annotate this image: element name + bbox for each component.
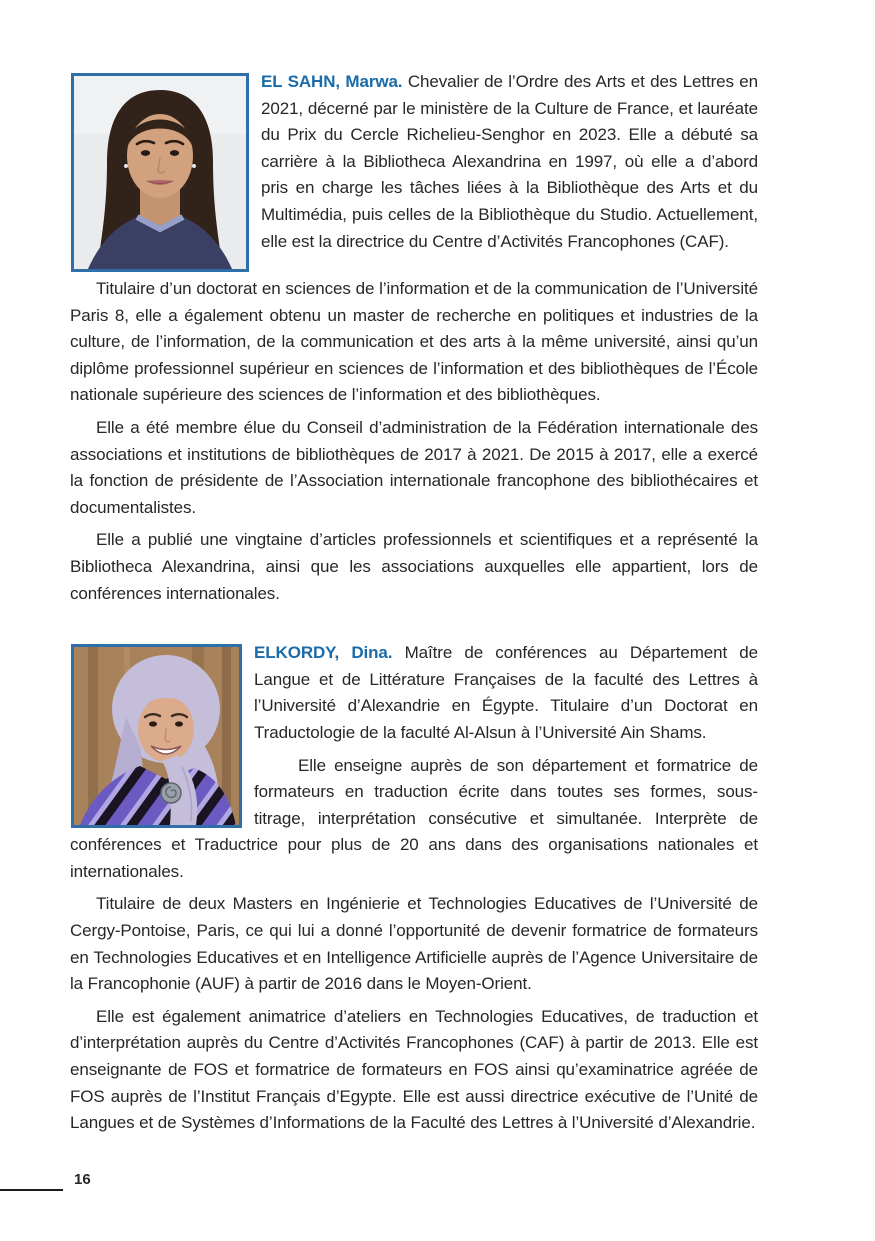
bio-paragraph: Elle a été membre élue du Conseil d’administration de la Fédération internationale des associations et institutions de bibliothèques de 2017 à 2021. De 2015 à 2017, elle a exercé la fonction de présidente de l’Association internationale francophone des bibliothécaires et documentalistes.	[70, 417, 758, 517]
portrait-marwa-illustration	[74, 76, 246, 269]
bio-paragraph: Titulaire de deux Masters en Ingénierie et Technologies Educatives de l’Université de Cergy-Pontoise, Paris, ce qui lui a donné l’opportunité de devenir formatrice de formateurs en Technologies Educatives et en Intelligence Artificielle auprès de l’Agence Universitaire de la Francophonie (AUF) à partir de 2016 dans le Moyen-Orient.	[70, 894, 758, 994]
portrait-dina-illustration	[74, 647, 239, 825]
bio-paragraph: Elle a publié une vingtaine d’articles professionnels et scientifiques et a représenté la Bibliotheca Alexandrina, ainsi que les associations auxquelles elle appartient, lors de conférences internationales.	[70, 530, 758, 603]
bio-intro-text: Chevalier de l’Ordre des Arts et des Lettres en 2021, décerné par le ministère de la Culture de France, et lauréate du Prix du Cercle Richelieu-Senghor en 2023. Elle a débuté sa carrière à la Bibliotheca Alexandrina en 1997, où elle a d’abord pris en charge les tâches liées à la Bibliothèque des Arts et du Multimédia, puis celles de la Bibliothèque du Studio. Actuellement, elle est la directrice du Centre d’Activités Francophones (CAF).	[261, 72, 759, 251]
bio-paragraph: Elle enseigne auprès de son département et formatrice de formateurs en traduction écrite dans toutes ses formes, sous-titrage, interprétation consécutive et simultanée. Interprète de conférences et Traductrice pour plus de 20 ans dans des organisations nationales et internationales.	[70, 755, 758, 881]
footer-rule	[0, 1189, 63, 1191]
bio-intro-text: Maître de conférences au Département de Langue et de Littérature Françaises de la faculté des Lettres à l’Université d’Alexandrie en Égypte. Titulaire d’un Doctorat en Traductologie de la faculté Al-Alsun à l’Université Ain Shams.	[254, 643, 758, 742]
page-content	[70, 69, 758, 1137]
bio-entry-el-sahn	[70, 69, 758, 607]
page-number: 16	[74, 1171, 91, 1188]
bio-paragraph: Elle est également animatrice d’ateliers en Technologies Educatives, de traduction et d’interprétation auprès du Centre d’Activités Francophones (CAF) à partir de 2013. Elle est enseignante de FOS et formatrice de formateurs en FOS ainsi qu’examinatrice agréée de FOS auprès de l’Institut Français d’Egypte. Elle est aussi directrice exécutive de l’Unité de Langues et de Systèmes d’Informations de la Faculté des Lettres à l’Université d’Alexandrie.	[70, 1006, 758, 1133]
bio-paragraph: Titulaire d’un doctorat en sciences de l’information et de la communication de l’Université Paris 8, elle a également obtenu un master de recherche en politiques et industries de la culture, de l’information, de la communication et des arts à la même université, ainsi qu’un diplôme professionnel supérieur en sciences de l’information et des bibliothèques de l’École nationale supérieure des sciences de l’information et des bibliothèques.	[70, 279, 758, 405]
portrait-photo-marwa	[71, 73, 249, 272]
person-name: EL SAHN, Marwa.	[261, 72, 403, 91]
portrait-photo-dina	[71, 644, 242, 828]
bio-entry-elkordy	[70, 640, 758, 1137]
person-name: ELKORDY, Dina.	[254, 643, 393, 663]
